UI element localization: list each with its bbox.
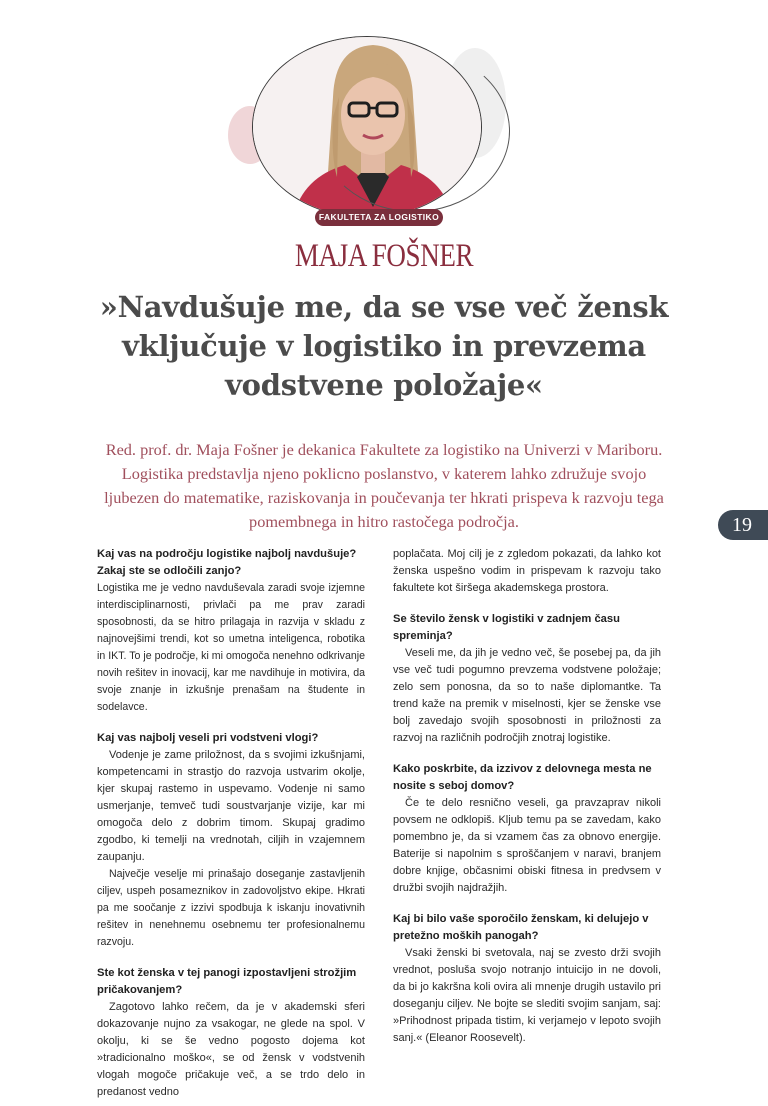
- portrait-area: [228, 28, 518, 234]
- answer-3-continued: poplačata. Moj cilj je z zgledom pokazati, da lahko kot ženska uspešno vodim in prispevam k razvoju tako fakultete kot širšega akademskega prostora.: [393, 548, 661, 594]
- faculty-badge: FAKULTETA ZA LOGISTIKO: [315, 209, 443, 226]
- question-6: Kaj bi bilo vaše sporočilo ženskam, ki delujejo v pretežno moških panogah?: [393, 913, 649, 942]
- answer-5: Če te delo resnično veseli, ga pravzaprav nikoli povsem ne odklopiš. Kljub temu pa se zavedam, kako pomembno je, da si vzamem čas za obnovo energije. Baterije si napolnim s sproščanjem v naravi, branjem dobre knjige, občasnimi obiski fitnesa in predvsem v družbi svojih najdražjih.: [393, 797, 661, 894]
- question-2: Kaj vas najbolj veseli pri vodstveni vlogi?: [97, 732, 319, 744]
- answer-2-paragraph-2: Največje veselje mi prinašajo doseganje zastavljenih ciljev, uspeh posameznikov in zadovoljstvo ekipe. Hkrati pa me soočanje z izzivi spodbuja k iskanju inovativnih rešitev in nenehnemu osebnemu ter profesionalnemu razvoju.: [97, 868, 365, 948]
- answer-3: Zagotovo lahko rečem, da je v akademski sferi dokazovanje nujno za vsakogar, ne glede na spol. V okolju, ki se še vedno pogosto dojema kot »tradicionalno moško«, se od žensk v vodstvenih vlogah mogoče pričakuje več, a se trdo delo in predanost vedno: [97, 1001, 365, 1098]
- article-intro: Red. prof. dr. Maja Fošner je dekanica Fakultete za logistiko na Univerzi v Mariboru. Logistika predstavlja njeno poklicno poslanstvo, v katerem lahko združuje svojo ljubezen do matematike, raziskovanja in poučevanja ter hkrati prispeva k razvoju tega pomembnega in hitro rastočega področja.: [104, 440, 664, 531]
- question-5: Kako poskrbite, da izzivov z delovnega mesta ne nosite s seboj domov?: [393, 763, 652, 792]
- answer-6: Vsaki ženski bi svetovala, naj se zvesto drži svojih vrednot, posluša svojo notranjo intuicijo in ne dovoli, da bi jo kakršna koli ovira ali mnenje drugih ustavilo pri doseganju ciljev. Ne bojte se slediti svojim sanjam, saj: »Prihodnost pripada tistim, ki verjamejo v lepoto svojih sanj.« (Eleanor Roosevelt).: [393, 947, 661, 1044]
- answer-2-paragraph-1: Vodenje je zame priložnost, da s svojimi izkušnjami, kompetencami in strastjo do razvoja ustvarim okolje, kjer skupaj rastemo in uspevamo. Vodenje ni samo usmerjanje, temveč tudi soustvarjanje vizije, kar mi omogoča delo z dobrim timom. Skupaj gradimo zgodbo, ki temelji na vrednotah, ciljih in vzajemnem zaupanju.: [97, 749, 365, 863]
- article-headline: »Navdušuje me, da se vse več žensk vključuje v logistiko in prevzema vodstvene položaje«: [99, 290, 669, 402]
- left-column: [97, 546, 365, 1101]
- question-3: Ste kot ženska v tej panogi izpostavljeni strožjim pričakovanjem?: [97, 967, 357, 996]
- person-name: MAJA FOŠNER: [294, 238, 474, 274]
- question-4: Se število žensk v logistiki v zadnjem času spreminja?: [393, 613, 620, 642]
- answer-4: Veseli me, da jih je vedno več, še posebej pa, da jih vse več tudi pogumno prevzema vodstvene položaje; zelo sem ponosna, da so to naše diplomantke. Ta trend kaže na premik v miselnosti, kjer se ženske vse bolj zavedajo svojih sposobnosti in priložnosti za razvoj na različnih področjih znotraj logistike.: [393, 647, 661, 744]
- question-1: Kaj vas na področju logistike najbolj navdušuje? Zakaj ste se odločili zanjo?: [97, 548, 357, 577]
- page-number-tab: 19: [718, 510, 768, 540]
- right-column: [393, 546, 661, 1047]
- decorative-ring: [318, 50, 510, 212]
- answer-1: Logistika me je vedno navduševala zaradi svoje izjemne interdisciplinarnosti, privlači pa me prav zaradi sposobnosti, da se hitro prilagaja in razvija v skladu z najnovejšimi trendi, kot so umetna inteligenca, robotika in IKT. To je področje, ki mi omogoča nenehno odkrivanje novih rešitev in inovacij, kar me navdihuje in motivira, da svoje znanje in izkušnje prenašam na študente in sodelavce.: [97, 582, 365, 713]
